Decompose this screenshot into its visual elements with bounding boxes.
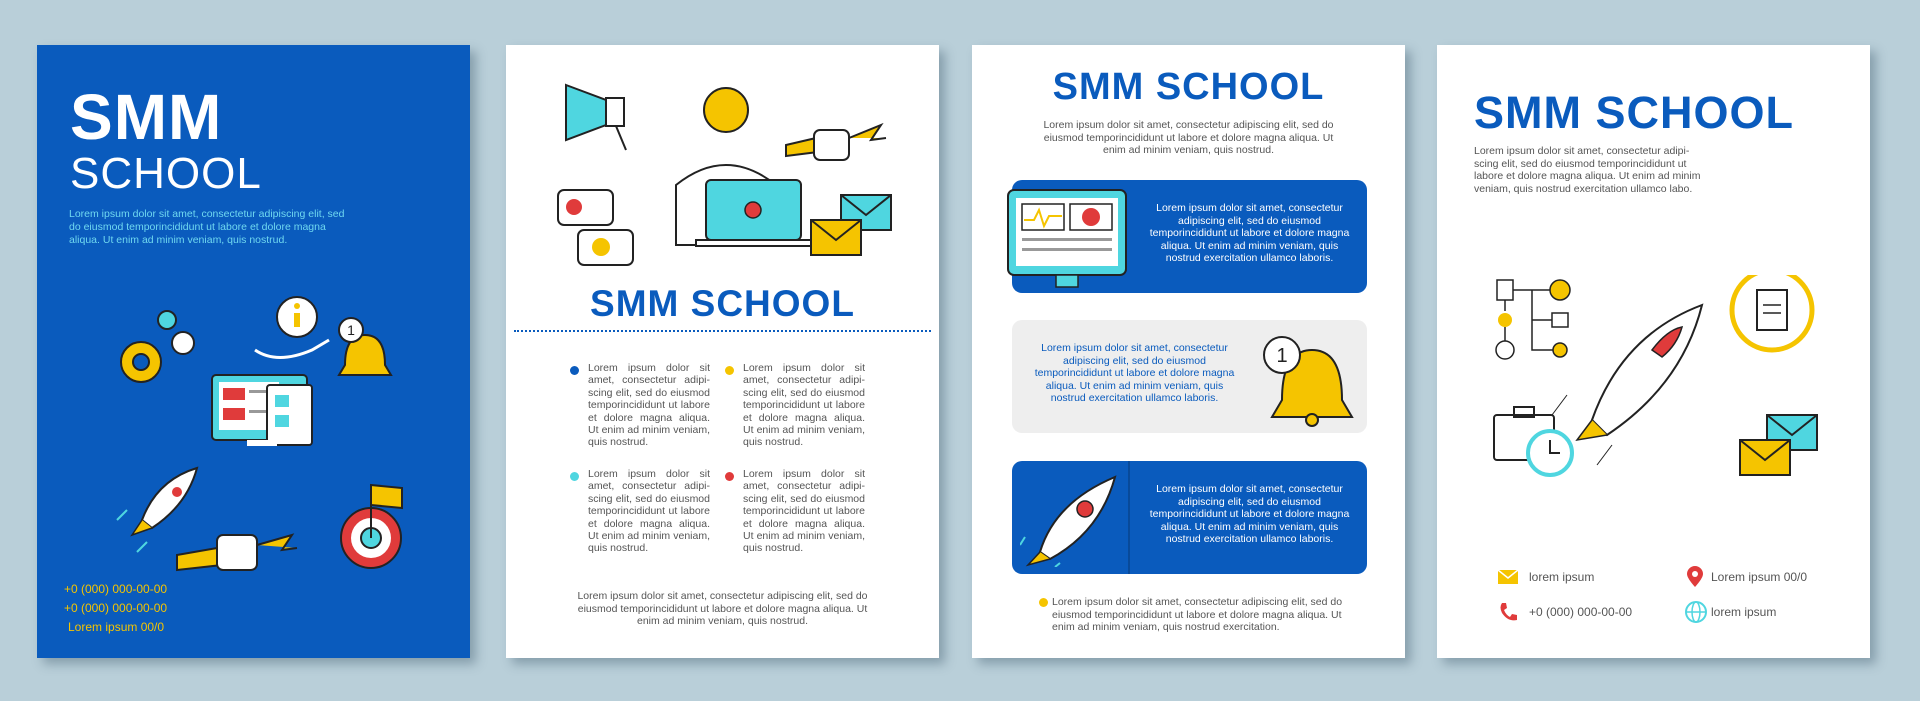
- box-divider: [1128, 461, 1130, 574]
- cover-phone-2: +0 (000) 000-00-00: [64, 601, 168, 615]
- target-flag-icon: [341, 485, 402, 568]
- location-pin-icon: [1686, 566, 1704, 588]
- brochure-page-4: [1437, 45, 1870, 658]
- page4-title: SMM SCHOOL: [1474, 87, 1794, 138]
- info-box-bell: [1012, 320, 1367, 433]
- page3-subtitle: Lorem ipsum dolor sit amet, consectetur adipiscing elit, sed do eiusmod temporincididunt ut labore et dolore magna aliqua. Ut enim ad minim veniam, quis nostrud.: [1043, 119, 1334, 156]
- laptop-icon: [696, 180, 811, 246]
- page2-footer-text: Lorem ipsum dolor sit amet, consectetur adipiscing elit, sed do eiusmod temporincididunt ut labore et dolore magna aliqua. Ut enim ad minim veniam, quis nostrud.: [577, 590, 868, 627]
- info-hand-icon: [255, 297, 329, 358]
- devices-icon: [212, 375, 312, 446]
- brochure-page-cover: [37, 45, 470, 658]
- dotted-divider: [514, 330, 931, 332]
- briefcase-clock-icon: [1494, 407, 1572, 475]
- bell-badge-number: 1: [347, 322, 355, 338]
- cover-title-school: SCHOOL: [70, 149, 262, 198]
- bullet-blue: [570, 366, 579, 375]
- bell-badge-number: 1: [1276, 345, 1288, 367]
- rocket-icon: [117, 468, 197, 552]
- bullet-yellow: [1039, 598, 1048, 607]
- bell-icon: [339, 318, 391, 375]
- bell-icon: [1257, 325, 1362, 430]
- email-icon: [1497, 569, 1519, 585]
- cover-phone-1: +0 (000) 000-00-00: [64, 582, 168, 596]
- bullet-yellow: [725, 366, 734, 375]
- column-text-2: Lorem ipsum dolor sit amet, consectetur adipi-scing elit, sed do eiusmod temporincididunt ut labore et dolore magna aliqua. Ut enim ad minim veniam, quis nostrud.: [743, 362, 865, 449]
- info-box-monitor: [1012, 180, 1367, 293]
- column-text-1: Lorem ipsum dolor sit amet, consectetur adipi-scing elit, sed do eiusmod temporincididunt ut labore et dolore magna aliqua. Ut enim ad minim veniam, quis nostrud.: [588, 362, 710, 449]
- fist-lightning-icon: [786, 125, 886, 160]
- page3-footer-text: Lorem ipsum dolor sit amet, consectetur adipiscing elit, sed do eiusmod temporincididunt ut labore et dolore magna aliqua. Ut enim ad minim veniam, quis nostrud exercitation.: [1052, 596, 1343, 633]
- globe-icon: [1685, 601, 1707, 623]
- contact-phone: +0 (000) 000-00-00: [1529, 605, 1633, 619]
- fist-lightning-icon: [177, 535, 297, 570]
- chat-bubbles-icon: [558, 190, 633, 265]
- contact-address: Lorem ipsum 00/0: [1711, 570, 1808, 584]
- contact-web: lorem ipsum: [1711, 605, 1777, 619]
- bullet-cyan: [570, 472, 579, 481]
- cover-intro-text: Lorem ipsum dolor sit amet, consectetur adipiscing elit, sed do eiusmod temporincididunt ut labore et dolore magna aliqua. Ut enim ad minim veniam, quis nostrud.: [69, 208, 345, 246]
- page3-title: SMM SCHOOL: [1052, 66, 1325, 108]
- cover-illustration: [107, 280, 427, 580]
- target-document-icon: [1732, 275, 1812, 350]
- flowchart-icon: [1496, 280, 1570, 359]
- megaphone-icon: [566, 85, 626, 150]
- marketing-illustration: [1492, 275, 1827, 515]
- envelopes-icon: [1740, 415, 1817, 475]
- gears-icon: [121, 311, 194, 382]
- contact-email: lorem ipsum: [1529, 570, 1595, 584]
- info-box-rocket: [1012, 461, 1367, 574]
- brochure-page-3: [972, 45, 1405, 658]
- bullet-red: [725, 472, 734, 481]
- phone-icon: [1498, 601, 1518, 623]
- column-text-4: Lorem ipsum dolor sit amet, consectetur adipi-scing elit, sed do eiusmod temporincididunt ut labore et dolore magna aliqua. Ut enim ad minim veniam, quis nostrud.: [743, 468, 865, 555]
- column-text-3: Lorem ipsum dolor sit amet, consectetur adipi-scing elit, sed do eiusmod temporincididunt ut labore et dolore magna aliqua. Ut enim ad minim veniam, quis nostrud.: [588, 468, 710, 555]
- monitor-chart-icon: [1004, 188, 1134, 298]
- info-box-text-2: Lorem ipsum dolor sit amet, consectetur adipiscing elit, sed do eiusmod temporincididunt ut labore et dolore magna aliqua. Ut enim ad minim veniam, quis nostrud exercitation ullamco laboris.: [1034, 342, 1235, 404]
- social-media-illustration: [556, 80, 896, 270]
- cover-title-smm: SMM: [70, 81, 223, 153]
- brochure-page-2: [506, 45, 939, 658]
- envelopes-icon: [811, 195, 891, 255]
- rocket-icon: [1020, 467, 1130, 567]
- info-box-text-3: Lorem ipsum dolor sit amet, consectetur adipiscing elit, sed do eiusmod temporincididunt ut labore et dolore magna aliqua. Ut enim ad minim veniam, quis nostrud exercitation ullamco laboris.: [1149, 483, 1350, 545]
- rocket-icon: [1552, 305, 1702, 465]
- page2-title: SMM SCHOOL: [590, 283, 855, 324]
- info-box-text-1: Lorem ipsum dolor sit amet, consectetur adipiscing elit, sed do eiusmod temporincididunt ut labore et dolore magna aliqua. Ut enim ad minim veniam, quis nostrud exercitation ullamco laboris.: [1149, 202, 1350, 264]
- cover-address: Lorem ipsum 00/0: [68, 620, 165, 634]
- page4-intro-text: Lorem ipsum dolor sit amet, consectetur adipi-scing elit, sed do eiusmod temporincididunt ut labore et dolore magna aliqua. Ut enim ad minim veniam, quis nostrud exercitation ullamco labo.: [1474, 145, 1701, 195]
